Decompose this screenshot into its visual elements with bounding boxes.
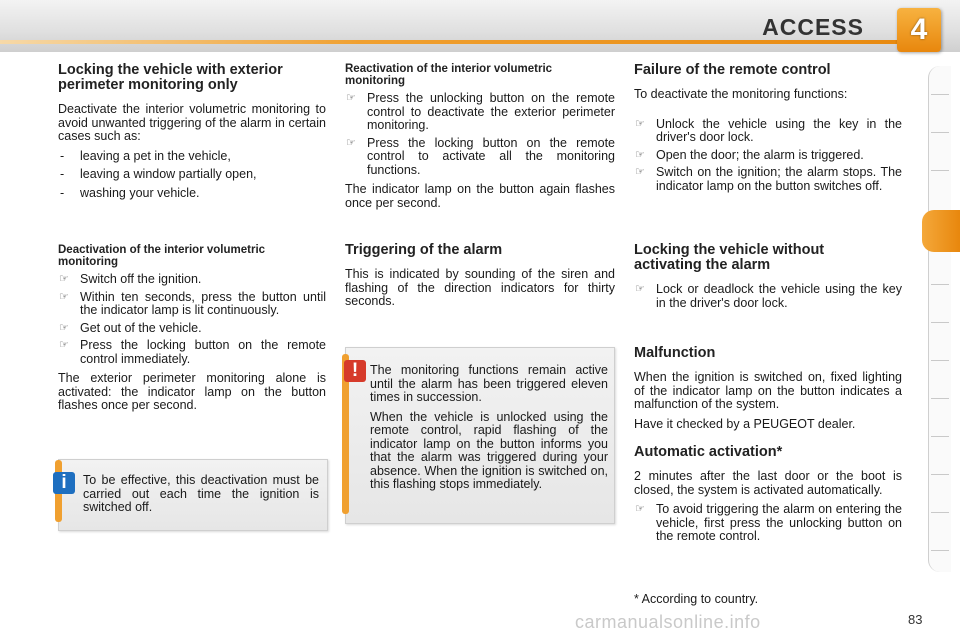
chapter-tabs (928, 66, 951, 572)
pointing-finger-icon: ☞ (635, 503, 645, 515)
list-item: ☞ Press the locking button on the remote control immediately. (59, 338, 326, 366)
malfunction-heading: Malfunction (634, 345, 716, 361)
triggering-heading: Triggering of the alarm (345, 242, 503, 258)
tab-divider (931, 170, 949, 171)
tab-divider (931, 322, 949, 323)
locking-without-steps (634, 283, 902, 310)
info-icon: i (53, 472, 75, 494)
triggering-section (345, 243, 615, 315)
triggering-text: This is indicated by sounding of the siren and flashing of the direction indicators for thirty seconds. (345, 267, 615, 308)
failure-steps (634, 118, 902, 194)
pointing-finger-icon: ☞ (59, 290, 69, 303)
automatic-activation-text: 2 minutes after the last door or the boot is closed, the system is activated automatically. (634, 469, 902, 497)
locking-heading: Locking the vehicle with exterior perimeter monitoring only (58, 62, 283, 93)
list-item: ☞ Get out of the vehicle. (59, 320, 202, 335)
list-item: - leaving a pet in the vehicle, (58, 150, 326, 164)
automatic-activation-steps (634, 503, 902, 544)
pointing-finger-icon: ☞ (635, 166, 645, 178)
watermark: carmanualsonline.info (575, 612, 761, 632)
malfunction-text: When the ignition is switched on, fixed lighting of the indicator lamp on the button indicates a malfunction of the system. (634, 370, 902, 411)
chapter-number: 4 (910, 13, 928, 46)
pointing-finger-icon: ☞ (635, 283, 645, 295)
tab-divider (931, 474, 949, 475)
exclamation-icon: ! (344, 360, 366, 382)
page-number: 83 (908, 612, 923, 627)
malfunction-action: Have it checked by a PEUGEOT dealer. (634, 416, 856, 431)
tab-divider (931, 550, 949, 551)
chapter-number-badge (897, 8, 941, 52)
cases-list (58, 150, 326, 201)
list-item: ☞ Switch on the ignition; the alarm stops. The indicator lamp on the button switches off. (635, 165, 902, 193)
failure-intro: To deactivate the monitoring functions: (634, 87, 848, 101)
tab-divider (931, 436, 949, 437)
warning-note (345, 347, 615, 524)
reactivation-result: The indicator lamp on the button again flashes once per second. (345, 182, 615, 210)
list-item: ☞ Press the unlocking button on the remote control to deactivate the exterior perimeter monitoring. (346, 91, 615, 132)
left-column (58, 63, 326, 205)
list-item: ☞ Press the locking button on the remote control to activate all the monitoring functions. (346, 135, 615, 177)
pointing-finger-icon: ☞ (346, 92, 356, 104)
pointing-finger-icon: ☞ (59, 273, 69, 285)
automatic-activation-heading: Automatic activation* (634, 444, 783, 460)
warning-note-text-1: The monitoring functions remain active until the alarm has been triggered eleven times in succession. (370, 363, 608, 404)
chapter-title: ACCESS (762, 14, 864, 40)
reactivation-steps (345, 92, 615, 177)
list-item: ☞ To avoid triggering the alarm on entering the vehicle, first press the unlocking button on the remote control. (635, 502, 902, 543)
deactivation-heading: Deactivation of the interior volumetric monitoring (58, 244, 266, 268)
pointing-finger-icon: ☞ (346, 136, 356, 149)
pointing-finger-icon: ☞ (635, 117, 645, 130)
list-item: ☞ Unlock the vehicle using the key in the driver's door lock. (635, 116, 902, 144)
deactivation-section (58, 244, 326, 419)
list-item: - washing your vehicle. (58, 187, 326, 201)
tab-divider (931, 94, 949, 95)
middle-column (345, 63, 615, 216)
locking-without-heading: Locking the vehicle without activating the alarm (634, 242, 825, 273)
list-item: ☞ Lock or deadlock the vehicle using the key in the driver's door lock. (635, 282, 902, 310)
deactivation-result: The exterior perimeter monitoring alone is activated: the indicator lamp on the button flashes once per second. (58, 371, 326, 412)
info-note (58, 459, 328, 531)
warning-note-text-2: When the vehicle is unlocked using the remote control, rapid flashing of the indicator lamp on the button informs you that the alarm was triggered during your absence. When the ignition is switched on, this flashing stops immediately. (370, 409, 608, 491)
list-item: ☞ Open the door; the alarm is triggered. (635, 147, 864, 162)
tab-divider (931, 512, 949, 513)
locking-without-section (634, 243, 902, 316)
locking-intro: Deactivate the interior volumetric monitoring to avoid unwanted triggering of the alarm in certain cases such as: (58, 102, 326, 143)
list-item: - leaving a window partially open, (58, 168, 326, 182)
footnote: * According to country. (634, 592, 759, 606)
tab-divider (931, 360, 949, 361)
list-item: ☞ Switch off the ignition. (59, 272, 202, 286)
automatic-activation-section (634, 445, 902, 550)
tab-divider (931, 284, 949, 285)
pointing-finger-icon: ☞ (59, 339, 69, 351)
tab-divider (931, 398, 949, 399)
pointing-finger-icon: ☞ (635, 148, 645, 161)
info-note-text: To be effective, this deactivation must be carried out each time the ignition is switched off. (83, 473, 319, 514)
malfunction-section (634, 346, 902, 437)
tab-divider (931, 132, 949, 133)
deactivation-steps (58, 273, 326, 366)
pointing-finger-icon: ☞ (59, 321, 69, 334)
list-item: ☞ Within ten seconds, press the button until the indicator lamp is lit continuously. (59, 289, 326, 317)
failure-heading: Failure of the remote control (634, 62, 831, 78)
right-column (634, 63, 902, 199)
reactivation-heading: Reactivation of the interior volumetric monitoring (345, 63, 553, 87)
active-chapter-tab[interactable] (922, 210, 960, 252)
